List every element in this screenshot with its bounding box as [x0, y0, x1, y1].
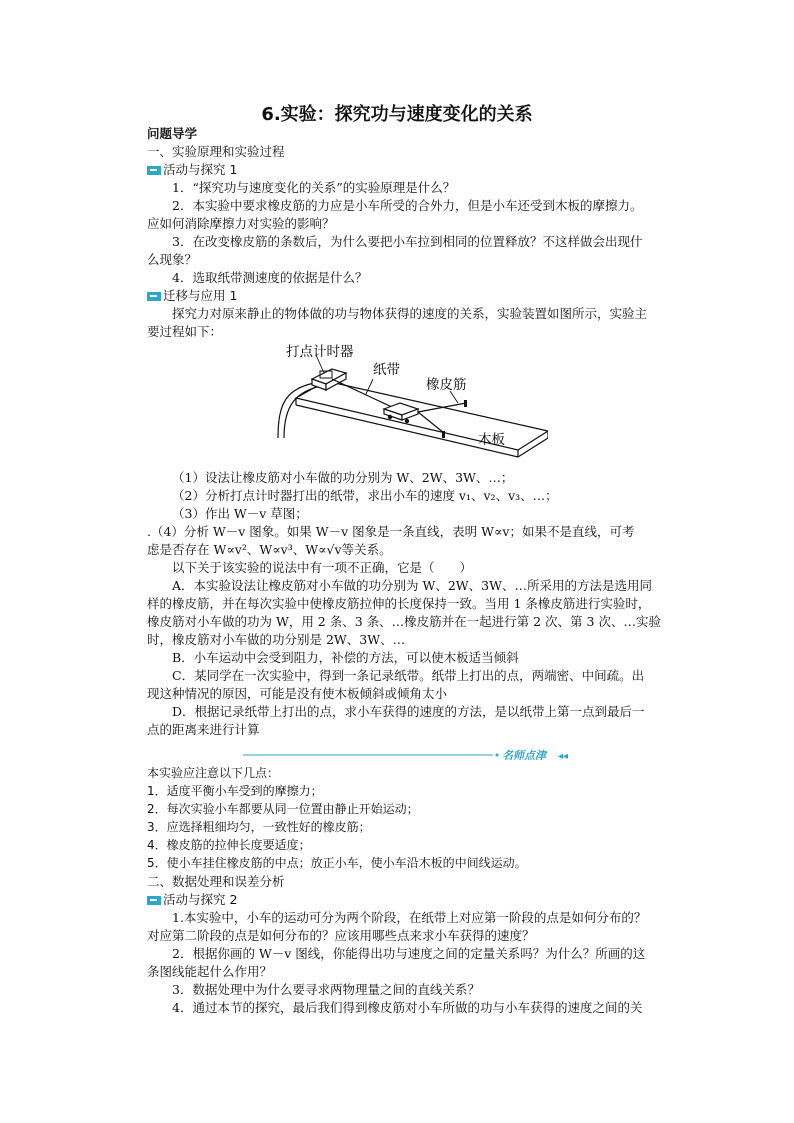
a2-question-2-line-1: 2．根据你画的 W－v 图线，你能得出功与速度之间的定量关系吗？为什么？所画的这 — [172, 946, 646, 961]
note-4: 4．橡皮筋的拉伸长度要适度； — [147, 838, 311, 852]
question-1: 1．“探究功与速度变化的关系”的实验原理是什么？ — [172, 180, 456, 195]
step-3: （3）作出 W－v 草图； — [172, 506, 308, 521]
svg-text:◂◂: ◂◂ — [558, 751, 569, 762]
activity-heading-1: 活动与探究 1 — [147, 161, 677, 178]
note-5: 5．使小车挂住橡皮筋的中点；放正小车，使小车沿木板的中间线运动。 — [147, 856, 527, 870]
question-4: 4．选取纸带测速度的依据是什么？ — [172, 270, 368, 285]
paper-tape — [332, 379, 394, 408]
question-3-line-2: 么现象？ — [147, 252, 198, 267]
notes-intro: 本实验应注意以下几点： — [147, 766, 280, 780]
part-heading-2: 二、数据处理和误差分析 — [147, 874, 285, 889]
apparatus-figure — [276, 343, 548, 463]
arrow-tag-icon — [147, 166, 161, 175]
arrow-tag-icon — [147, 896, 161, 905]
a2-question-3: 3．数据处理中为什么要寻求两物理量之间的直线关系？ — [172, 982, 480, 997]
question-2-line-1: 2．本实验中要求橡皮筋的力应是小车所受的合外力，但是小车还受到木板的摩擦力。 — [172, 198, 643, 213]
note-2: 2．每次实验小车都要从同一位置由静止开始运动； — [147, 802, 419, 816]
option-c-line-1: C．某同学在一次实验中，得到一条记录纸带。纸带上打出的点，两端密、中间疏。出 — [172, 668, 645, 683]
section-heading: 问题导学 — [147, 126, 198, 141]
option-a-line-1: A．本实验设法让橡皮筋对小车做的功分别为 W、2W、3W、…所采用的方法是选用同 — [172, 578, 652, 593]
a2-question-4: 4．通过本节的探究，最后我们得到橡皮筋对小车所做的功与小车获得的速度之间的关 — [172, 1000, 643, 1015]
option-a-line-3: 橡皮筋对小车做的功为 W，用 2 条、3 条、…橡皮筋并在一起进行第 2 次、第 3 次、…实验 — [147, 614, 661, 629]
a2-question-1-line-2: 对应第二阶段的点是如何分布的？应该用哪些点来求小车获得的速度？ — [147, 928, 535, 943]
transfer-heading-1: 迁移与应用 1 — [147, 287, 677, 304]
tips-divider — [243, 748, 583, 762]
page-title: 6.实验：探究功与速度变化的关系 — [261, 104, 533, 125]
option-d-line-2: 点的距离来进行计算 — [147, 722, 260, 737]
step-4-line-1: .（4）分析 W－v 图象。如果 W－v 图象是一条直线，表明 W∝v；如果不是直线，可考 — [147, 524, 635, 539]
question-3-line-1: 3．在改变橡皮筋的条数后，为什么要把小车拉到相同的位置释放？不这样做会出现什 — [172, 234, 643, 249]
activity-heading-2: 活动与探究 2 — [147, 891, 677, 908]
a2-question-1-line-1: 1.本实验中，小车的运动可分为两个阶段，在纸带上对应第一阶段的点是如何分布的？ — [172, 910, 647, 925]
step-1: （1）设法让橡皮筋对小车做的功分别为 W、2W、3W、…； — [172, 470, 514, 485]
a2-question-2-line-2: 条图线能起什么作用？ — [147, 964, 273, 979]
label-tape: 纸带 — [373, 362, 400, 378]
part-heading-1: 一、实验原理和实验过程 — [147, 144, 285, 159]
option-a-line-4: 时，橡皮筋对小车做的功分别是 2W、3W、… — [147, 632, 406, 647]
note-1: 1．适度平衡小车受到的摩擦力； — [147, 784, 323, 798]
step-2: （2）分析打点计时器打出的纸带，求出小车的速度 v₁、v₂、v₃、…； — [172, 488, 558, 503]
note-3: 3．应选择粗细均匀，一致性好的橡皮筋； — [147, 820, 371, 834]
option-b: B．小车运动中会受到阻力，补偿的方法，可以使木板适当倾斜 — [172, 650, 519, 665]
multiple-choice-question: 以下关于该实验的说法中有一项不正确，它是（ ） — [172, 560, 473, 575]
option-a-line-2: 样的橡皮筋，并在每次实验中使橡皮筋拉伸的长度保持一致。当用 1 条橡皮筋进行实验时， — [147, 596, 651, 611]
label-rubber-band: 橡皮筋 — [426, 377, 467, 393]
option-d-line-1: D．根据记录纸带上打出的点，求小车获得的速度的方法，是以纸带上第一点到最后一 — [172, 704, 645, 719]
question-2-line-2: 应如何消除摩擦力对实验的影响？ — [147, 216, 335, 231]
transfer-paragraph-line-2: 要过程如下： — [147, 324, 223, 339]
step-4-line-2: 虑是否存在 W∝v²、W∝v³、W∝√v等关系。 — [147, 542, 392, 557]
divider-label: 名师点津 — [502, 749, 546, 762]
label-board: 木板 — [478, 432, 505, 448]
arrow-tag-icon — [147, 292, 161, 301]
label-timer: 打点计时器 — [286, 344, 354, 360]
option-c-line-2: 现这种情况的原因，可能是没有使木板倾斜或倾角太小 — [147, 686, 448, 701]
transfer-paragraph-line-1: 探究力对原来静止的物体做的功与物体获得的速度的关系，实验装置如图所示，实验主 — [172, 306, 648, 321]
